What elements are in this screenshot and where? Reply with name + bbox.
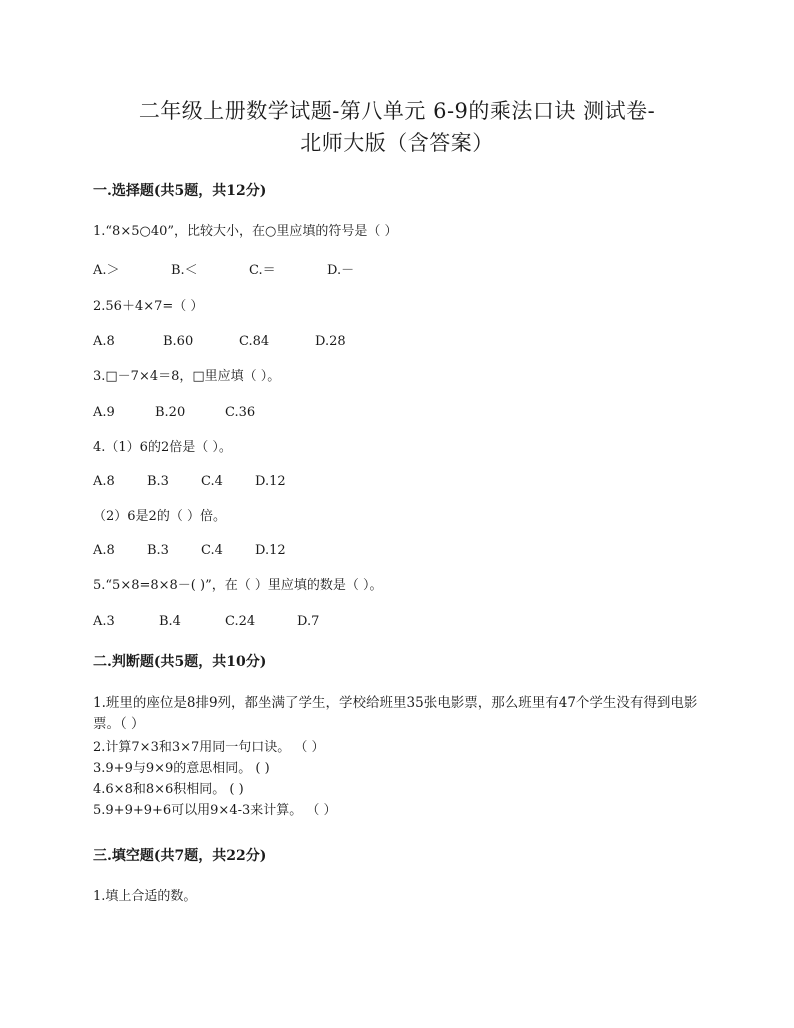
option: A.9 [93, 405, 115, 420]
question-4-2-options [93, 541, 286, 561]
option: B.3 [147, 543, 169, 558]
judge-item-4: 4.6×8和8×6积相同。 ( ) [93, 782, 244, 797]
question-4-1: 4.（1）6的2倍是（ ）。 [93, 440, 232, 455]
option: B.4 [159, 614, 181, 629]
page-title-line1: 二年级上册数学试题-第八单元 6-9的乘法口诀 测试卷- [138, 99, 656, 123]
question-3: 3.□－7×4＝8，□里应填（ ）。 [93, 369, 281, 384]
section-heading-judge: 二.判断题(共5题，共10分) [93, 654, 267, 670]
option: D.28 [315, 334, 346, 349]
option: B.3 [147, 474, 169, 489]
question-2: 2.56＋4×7=（ ） [93, 299, 204, 314]
question-5-options [93, 612, 319, 632]
judge-item-1: 1.班里的座位是8排9列，都坐满了学生，学校给班里35张电影票，那么班里有47个学生没有得到电影票。（ ） [93, 695, 698, 732]
fill-question-1: 1.填上合适的数。 [93, 889, 197, 904]
question-5: 5.“5×8=8×8－( )”，在（ ）里应填的数是（ ）。 [93, 578, 383, 593]
option: B.60 [163, 334, 194, 349]
option: B.＜ [171, 263, 198, 278]
option: C.24 [225, 614, 256, 629]
question-1: 1.“8×5○40”，比较大小，在○里应填的符号是（ ） [93, 224, 398, 239]
option: C.84 [239, 334, 270, 349]
section-heading-choice: 一.选择题(共5题，共12分) [93, 183, 267, 199]
option: C.36 [225, 405, 256, 420]
option: A.8 [93, 334, 115, 349]
judge-item-2: 2.计算7×3和3×7用同一句口诀。 （ ） [93, 740, 325, 755]
option: C.＝ [249, 263, 276, 278]
option: A.8 [93, 543, 115, 558]
judge-item-5: 5.9+9+9+6可以用9×4-3来计算。 （ ） [93, 803, 337, 818]
section-heading-fill: 三.填空题(共7题，共22分) [93, 848, 267, 864]
option: C.4 [201, 474, 223, 489]
option: D.7 [297, 614, 320, 629]
question-4-2: （2）6是2的（ ）倍。 [93, 509, 226, 524]
judge-item-3: 3.9+9与9×9的意思相同。 ( ) [93, 761, 270, 776]
option: B.20 [155, 405, 186, 420]
option: A.3 [93, 614, 115, 629]
option: C.4 [201, 543, 223, 558]
option: A.＞ [93, 263, 120, 278]
page-title-line2: 北师大版（含答案） [300, 131, 494, 155]
option: A.8 [93, 474, 115, 489]
question-3-options [93, 403, 255, 423]
question-4-1-options [93, 472, 286, 492]
option: D.12 [255, 543, 286, 558]
question-2-options [93, 332, 346, 352]
option: D.12 [255, 474, 286, 489]
option: D.－ [327, 263, 355, 278]
question-1-options [93, 261, 354, 281]
